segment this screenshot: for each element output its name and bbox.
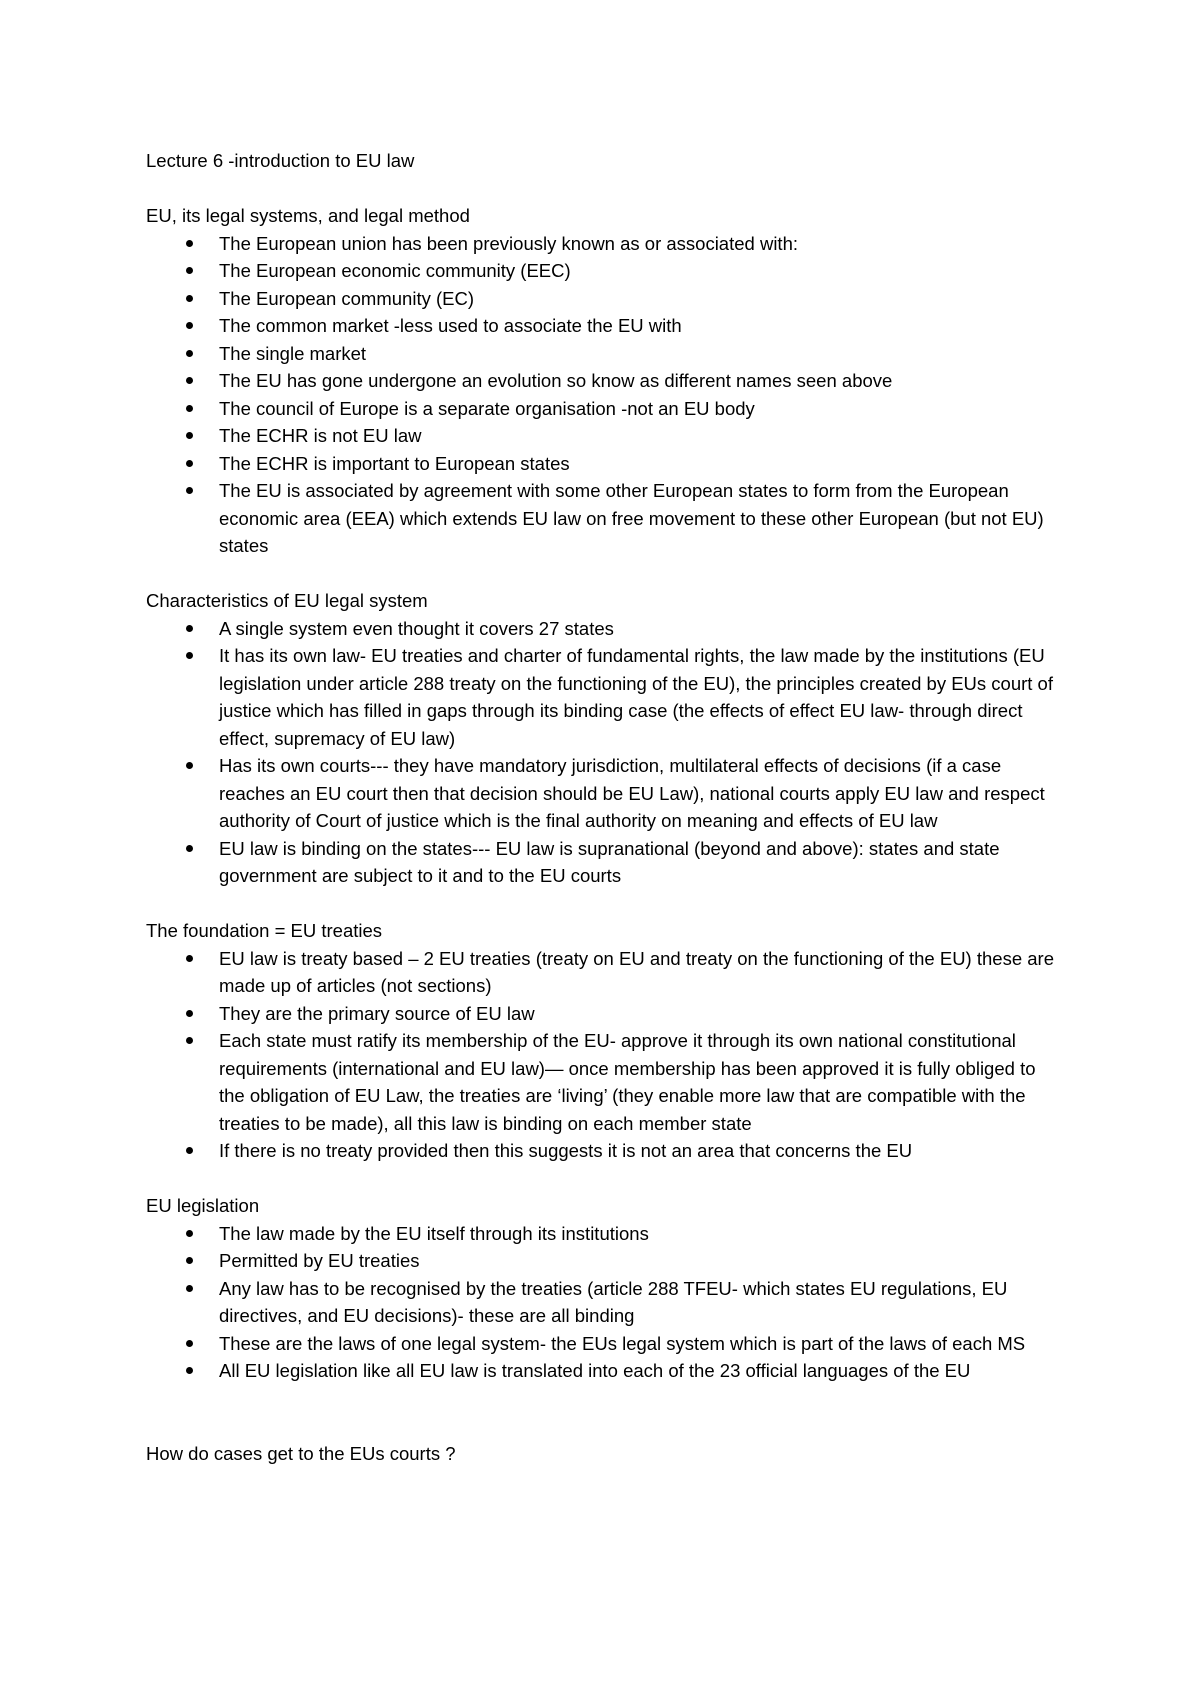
list-item-text: These are the laws of one legal system- the EUs legal system which is part of the laws of each MS: [219, 1332, 1026, 1354]
section-characteristics: [146, 587, 1066, 890]
list-item: [146, 257, 1066, 285]
section-foundation: [146, 917, 1066, 1165]
spacer: [146, 175, 1066, 203]
bullet-icon: [186, 377, 193, 384]
list-item: [146, 642, 1066, 752]
list-item-text: Any law has to be recognised by the treaties (article 288 TFEU- which states EU regulations, EU directives, and EU decisions)- these are all binding: [219, 1277, 1008, 1326]
list-item: [146, 477, 1066, 560]
bullet-list: [146, 615, 1066, 890]
list-item-text: The council of Europe is a separate organisation -not an EU body: [219, 397, 755, 419]
bullet-icon: [186, 432, 193, 439]
list-item: [146, 752, 1066, 835]
list-item: [146, 945, 1066, 1000]
list-item: [146, 422, 1066, 450]
list-item-text: Each state must ratify its membership of the EU- approve it through its own national constitutional requirements (international and EU law)— once membership has been approved it is fully obliged to the obligation of EU Law, the treaties are ‘living’ (they enable more law that are compatible with the treaties to be made), all this law is binding on each member state: [219, 1030, 1036, 1134]
bullet-icon: [186, 1010, 193, 1017]
section-heading: Characteristics of EU legal system: [146, 590, 428, 611]
list-item: [146, 1000, 1066, 1028]
bullet-icon: [186, 240, 193, 247]
list-item: [146, 1357, 1066, 1385]
list-item: [146, 1027, 1066, 1137]
list-item-text: The law made by the EU itself through its institutions: [219, 1222, 649, 1244]
list-item-text: The single market: [219, 342, 367, 364]
bullet-icon: [186, 652, 193, 659]
section-eu-legal-systems: [146, 202, 1066, 560]
list-item: [146, 450, 1066, 478]
list-item-text: The European economic community (EEC): [219, 260, 571, 281]
list-item-text: EU law is binding on the states--- EU law is supranational (beyond and above): states and state government are subject to it and to the EU courts: [219, 837, 1000, 886]
bullet-icon: [186, 625, 193, 632]
list-item-text: All EU legislation like all EU law is translated into each of the 23 official languages of the EU: [219, 1360, 971, 1381]
bullet-icon: [186, 487, 193, 494]
section-eu-legislation: [146, 1192, 1066, 1385]
bullet-list: [146, 1220, 1066, 1385]
document-title: Lecture 6 -introduction to EU law: [146, 150, 415, 171]
bullet-icon: [186, 845, 193, 852]
bullet-icon: [186, 1340, 193, 1347]
section-heading: The foundation = EU treaties: [146, 920, 383, 941]
bullet-icon: [186, 460, 193, 467]
list-item: [146, 1330, 1066, 1358]
bullet-icon: [186, 1257, 193, 1264]
list-item-text: It has its own law- EU treaties and charter of fundamental rights, the law made by the institutions (EU legislation under article 288 treaty on the functioning of the EU), the principles created by EUs court of justice which has filled in gaps through its binding case (the effects of effect EU law- through direct effect, supremacy of EU law): [219, 645, 1053, 749]
list-item-text: Permitted by EU treaties: [219, 1250, 420, 1271]
list-item-text: The ECHR is important to European states: [219, 452, 570, 474]
final-heading: How do cases get to the EUs courts ?: [146, 1442, 456, 1464]
list-item: [146, 367, 1066, 395]
list-item: [146, 285, 1066, 313]
list-item: [146, 615, 1066, 643]
bullet-icon: [186, 322, 193, 329]
list-item: [146, 395, 1066, 423]
bullet-icon: [186, 1285, 193, 1292]
list-item: [146, 835, 1066, 890]
bullet-icon: [186, 295, 193, 302]
bullet-list: [146, 230, 1066, 560]
section-heading: EU legislation: [146, 1195, 260, 1216]
list-item-text: EU law is treaty based – 2 EU treaties (treaty on EU and treaty on the functioning of the EU) these are made up of articles (not sections): [219, 947, 1054, 996]
bullet-icon: [186, 1037, 193, 1044]
bullet-list: [146, 945, 1066, 1165]
bullet-icon: [186, 762, 193, 769]
list-item: [146, 1220, 1066, 1248]
list-item-text: The European union has been previously known as or associated with:: [219, 232, 798, 254]
list-item-text: If there is no treaty provided then this suggests it is not an area that concerns the EU: [219, 1140, 913, 1161]
bullet-icon: [186, 1147, 193, 1154]
list-item: [146, 312, 1066, 340]
list-item-text: Has its own courts--- they have mandatory jurisdiction, multilateral effects of decisions (if a case reaches an EU court then that decision should be EU Law), national courts apply EU law and respect authority of Court of justice which is the final authority on meaning and effects of EU law: [219, 755, 1045, 831]
bullet-icon: [186, 1367, 193, 1374]
bullet-icon: [186, 405, 193, 412]
list-item: [146, 340, 1066, 368]
section-heading: EU, its legal systems, and legal method: [146, 205, 470, 226]
list-item: [146, 1275, 1066, 1330]
document-body: [146, 147, 1066, 1467]
bullet-icon: [186, 267, 193, 274]
bullet-icon: [186, 955, 193, 962]
list-item-text: The common market -less used to associate the EU with: [219, 315, 682, 336]
list-item: [146, 1137, 1066, 1165]
list-item-text: The EU has gone undergone an evolution so know as different names seen above: [219, 370, 893, 391]
list-item-text: The European community (EC): [219, 287, 474, 309]
list-item: [146, 230, 1066, 258]
list-item: [146, 1247, 1066, 1275]
bullet-icon: [186, 1230, 193, 1237]
bullet-icon: [186, 350, 193, 357]
list-item-text: The EU is associated by agreement with some other European states to form from the European economic area (EEA) which extends EU law on free movement to these other European (but not EU) states: [219, 480, 1044, 556]
list-item-text: A single system even thought it covers 27 states: [219, 617, 614, 639]
list-item-text: They are the primary source of EU law: [219, 1002, 535, 1024]
list-item-text: The ECHR is not EU law: [219, 425, 422, 446]
